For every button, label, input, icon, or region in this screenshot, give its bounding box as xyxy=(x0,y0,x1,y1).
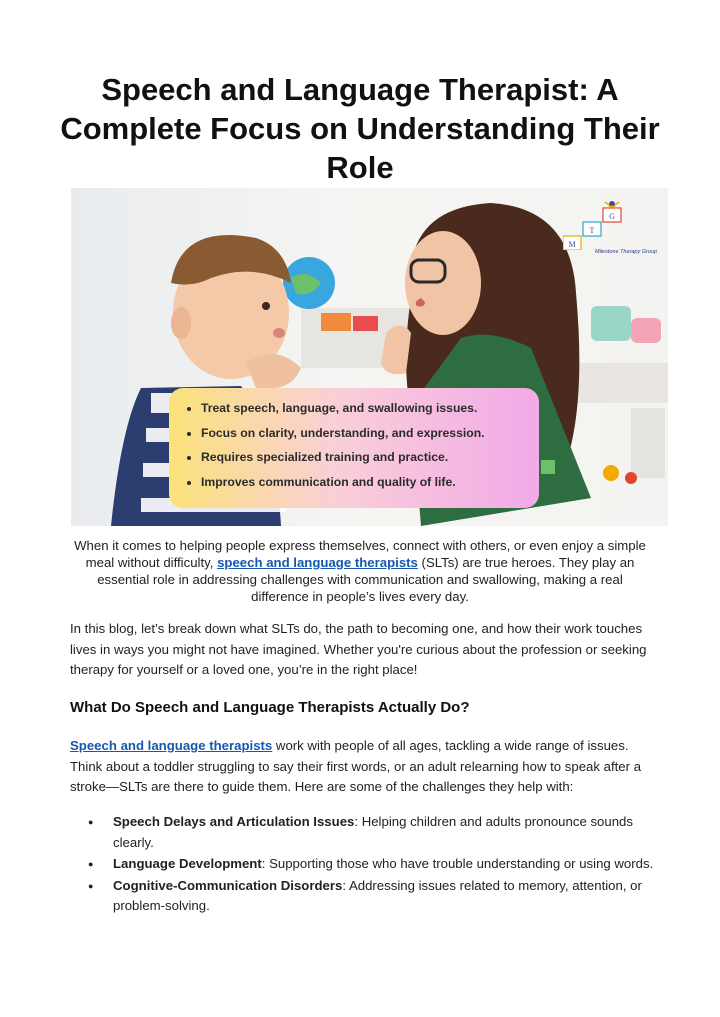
list-item-desc: : Helping children and adults pronounce sounds clearly. xyxy=(113,814,633,850)
slt-link[interactable]: speech and language therapists xyxy=(217,555,418,570)
page-title: Speech and Language Therapist: A Complete Focus on Understanding Their Role xyxy=(60,72,660,185)
key-point: • Requires specialized training and practice. xyxy=(201,445,525,470)
intro-text-after: (SLTs) are true heroes. They play an essential role in addressing challenges with communication and swallowing, making a real difference in people’s lives every day. xyxy=(97,555,635,604)
section-text: work with people of all ages, tackling a wide range of issues. Think about a toddler struggling to say their first words, or an adult relearning how to speak after a stroke—SLTs are there to guide them. Here are some of the challenges they help with: xyxy=(70,738,642,794)
mtg-logo-icon xyxy=(563,200,663,250)
key-points-card xyxy=(169,388,539,508)
key-points-list xyxy=(183,396,525,494)
list-item-term: Language Development xyxy=(113,856,262,871)
hero-image xyxy=(71,188,668,526)
key-point: • Focus on clarity, understanding, and expression. xyxy=(201,421,525,446)
list-item-desc: : Addressing issues related to memory, attention, or problem-solving. xyxy=(113,877,642,913)
logo-letter-m: M xyxy=(568,240,576,249)
list-item xyxy=(88,812,658,853)
logo-letter-g: G xyxy=(609,212,615,221)
intro-text-before: When it comes to helping people express themselves, connect with others, or even enjoy a simple meal without difficulty, xyxy=(74,538,646,570)
logo-letter-t: T xyxy=(589,226,595,235)
intro-paragraph xyxy=(70,537,650,605)
logo-name: Milestone Therapy Group xyxy=(595,249,658,255)
slt-section-link[interactable]: Speech and language therapists xyxy=(70,738,273,753)
blog-intro-paragraph: In this blog, let’s break down what SLTs do, the path to becoming one, and how their work touches lives in ways you might not have imagined. Whether you're curious about the profession or seeking therapy for yourself or a loved one, you’re in the right place! xyxy=(70,621,647,677)
key-point: • Treat speech, language, and swallowing issues. xyxy=(201,396,525,421)
list-item xyxy=(88,876,658,917)
list-item xyxy=(88,854,658,875)
list-item-term: Speech Delays and Articulation Issues xyxy=(113,814,355,829)
key-point: • Improves communication and quality of life. xyxy=(201,470,525,495)
list-item-term: Cognitive-Communication Disorders xyxy=(113,877,343,893)
section-paragraph xyxy=(70,736,650,798)
challenges-list xyxy=(88,812,658,918)
list-item-desc: : Supporting those who have trouble understanding or using words. xyxy=(261,856,654,871)
section-heading: What Do Speech and Language Therapists Actually Do? xyxy=(70,699,470,716)
